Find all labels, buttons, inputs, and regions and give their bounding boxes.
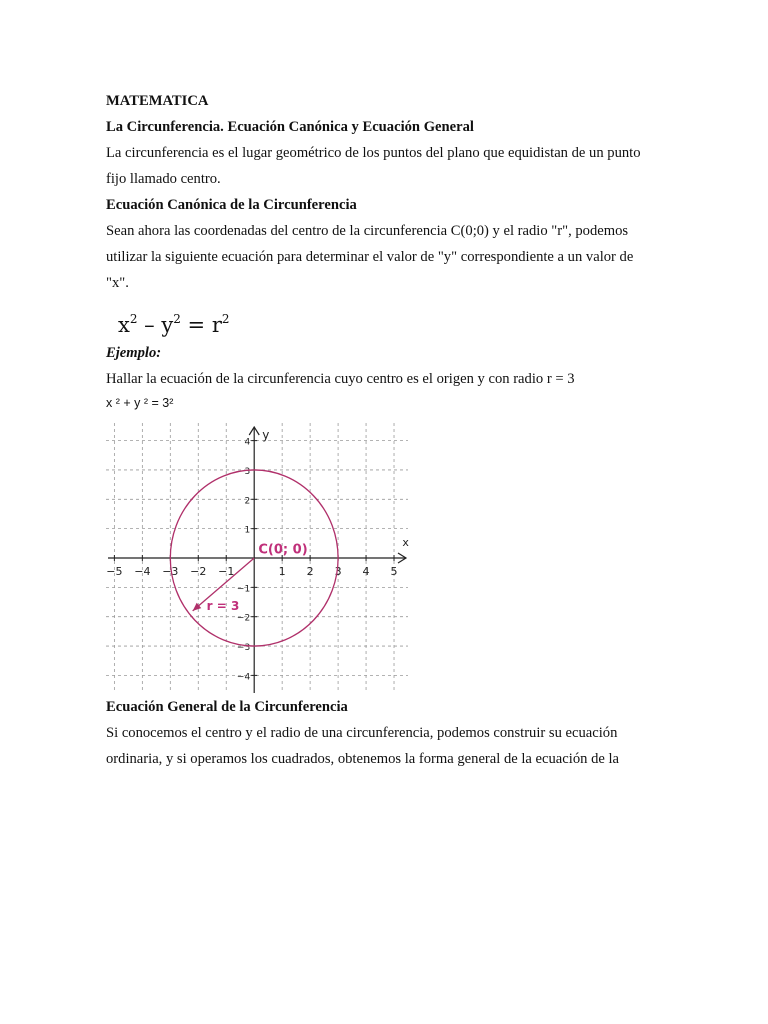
y-tick-label: 1 [244, 525, 251, 536]
x-tick-label: −2 [190, 565, 207, 578]
general-section [106, 694, 662, 772]
canonical-formula [118, 304, 662, 340]
example-formula: x ² + y ² = 3² [106, 396, 174, 410]
formula-r-exp: 2 [221, 312, 230, 326]
formula-x: x [118, 313, 130, 337]
y-tick-label: 4 [244, 437, 251, 448]
general-line-2: ordinaria, y si operamos los cuadrados, obtenemos la forma general de la ecuación de la [106, 751, 620, 767]
canonical-line-3: "x". [106, 275, 129, 291]
y-axis-label: y [262, 428, 270, 442]
canonical-line-2: utilizar la siguiente ecuación para determinar el valor de "y" correspondiente a un valor de [106, 249, 634, 265]
formula-equals: = [180, 313, 212, 337]
x-tick-label: 4 [362, 565, 370, 578]
document-body [106, 88, 662, 414]
general-heading: Ecuación General de la Circunferencia [106, 699, 348, 715]
example-label: Ejemplo: [106, 345, 162, 361]
y-tick-label: −4 [236, 672, 251, 683]
y-tick-label: −3 [236, 643, 251, 654]
y-tick-label: −2 [236, 613, 251, 624]
radius-label: r = 3 [206, 598, 240, 613]
x-tick-label: 5 [390, 565, 398, 578]
canonical-line-1: Sean ahora las coordenadas del centro de la circunferencia C(0;0) y el radio "r", podemos [106, 223, 629, 239]
x-tick-label: 2 [306, 565, 314, 578]
formula-y-exp: 2 [173, 312, 181, 326]
doc-heading: MATEMATICA [106, 93, 209, 109]
x-tick-label: 3 [334, 565, 342, 578]
example-text: Hallar la ecuación de la circunferencia cuyo centro es el origen y con radio r = 3 [106, 371, 575, 387]
intro-line-2: fijo llamado centro. [106, 171, 221, 187]
axes [108, 427, 406, 693]
x-axis-label: x [402, 536, 409, 549]
center-label: C(0; 0) [258, 542, 308, 558]
formula-y: y [161, 313, 174, 337]
doc-title: La Circunferencia. Ecuación Canónica y Ecuación General [106, 119, 474, 135]
x-tick-label: −4 [134, 565, 151, 578]
formula-minus: – [137, 313, 162, 337]
y-tick-label: 2 [244, 496, 251, 507]
x-tick-label: 1 [278, 565, 286, 578]
y-tick-label: −1 [236, 584, 251, 595]
formula-x-exp: 2 [129, 312, 138, 326]
canonical-heading: Ecuación Canónica de la Circunferencia [106, 197, 357, 213]
formula-r: r [211, 313, 222, 337]
x-tick-label: −3 [162, 565, 179, 578]
x-tick-label: −1 [218, 565, 235, 578]
x-tick-label: −5 [106, 565, 123, 578]
circle-graph [106, 423, 408, 693]
general-line-1: Si conocemos el centro y el radio de una circunferencia, podemos construir su ecuación [106, 725, 618, 741]
y-tick-label: 3 [244, 466, 251, 477]
intro-line-1: La circunferencia es el lugar geométrico de los puntos del plano que equidistan de un punto [106, 145, 641, 161]
